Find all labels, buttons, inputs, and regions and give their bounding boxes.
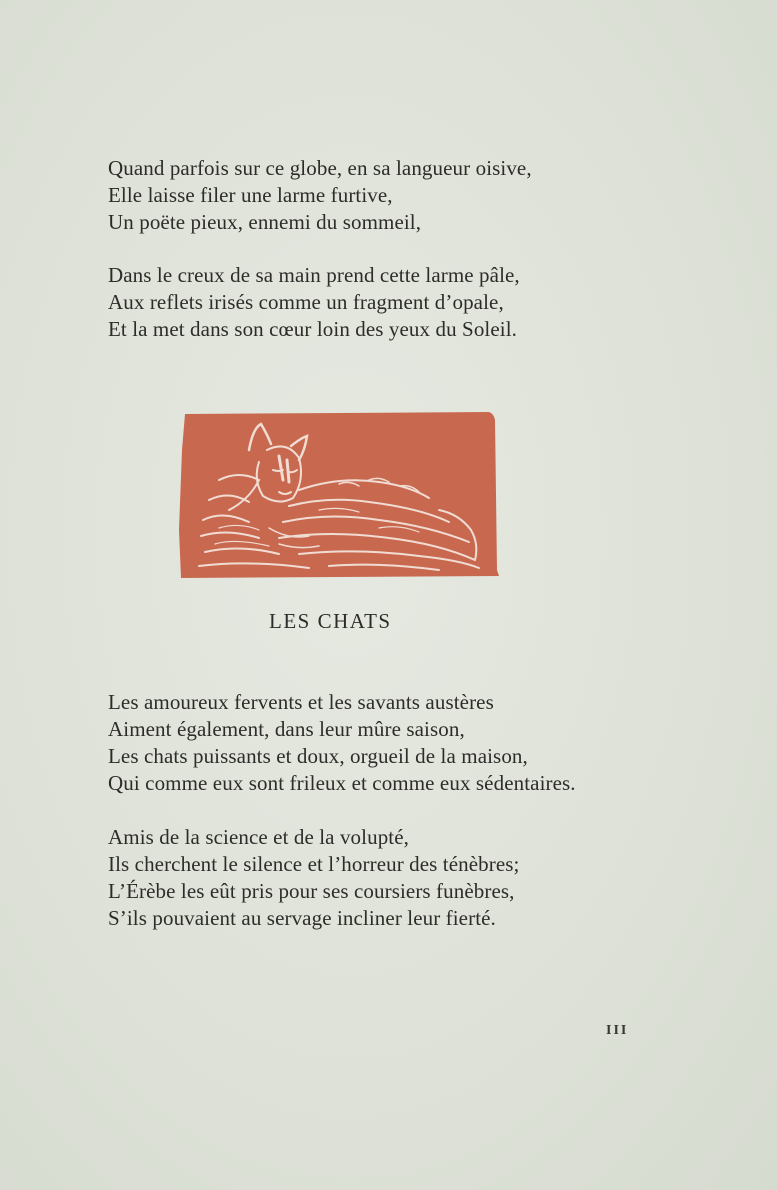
verse-line: Les chats puissants et doux, orgueil de la maison, bbox=[108, 744, 528, 768]
verse-line: Quand parfois sur ce globe, en sa langueur oisive, bbox=[108, 156, 532, 180]
verse-line: Les amoureux fervents et les savants austères bbox=[108, 690, 494, 714]
verse-line: Elle laisse filer une larme furtive, bbox=[108, 183, 393, 207]
verse-line: Aux reflets irisés comme un fragment d’opale, bbox=[108, 290, 504, 314]
stanza-previous-poem-2 bbox=[108, 262, 520, 343]
verse-line: Amis de la science et de la volupté, bbox=[108, 825, 409, 849]
verse-line: Un poëte pieux, ennemi du sommeil, bbox=[108, 210, 422, 234]
verse-line: Et la met dans son cœur loin des yeux du Soleil. bbox=[108, 317, 517, 341]
stanza-previous-poem-1 bbox=[108, 155, 532, 236]
cat-woodcut-illustration bbox=[179, 410, 503, 578]
verse-line: L’Érèbe les eût pris pour ses coursiers funèbres, bbox=[108, 879, 515, 903]
verse-line: Qui comme eux sont frileux et comme eux sédentaires. bbox=[108, 771, 576, 795]
stanza-les-chats-1 bbox=[108, 689, 576, 797]
stanza-les-chats-2 bbox=[108, 824, 520, 932]
verse-line: Aiment également, dans leur mûre saison, bbox=[108, 717, 465, 741]
poem-title: LES CHATS bbox=[269, 609, 392, 633]
verse-line: Dans le creux de sa main prend cette larme pâle, bbox=[108, 263, 520, 287]
verse-line: Ils cherchent le silence et l’horreur des ténèbres; bbox=[108, 852, 520, 876]
verse-line: S’ils pouvaient au servage incliner leur fierté. bbox=[108, 906, 496, 930]
page-number: III bbox=[606, 1023, 629, 1038]
